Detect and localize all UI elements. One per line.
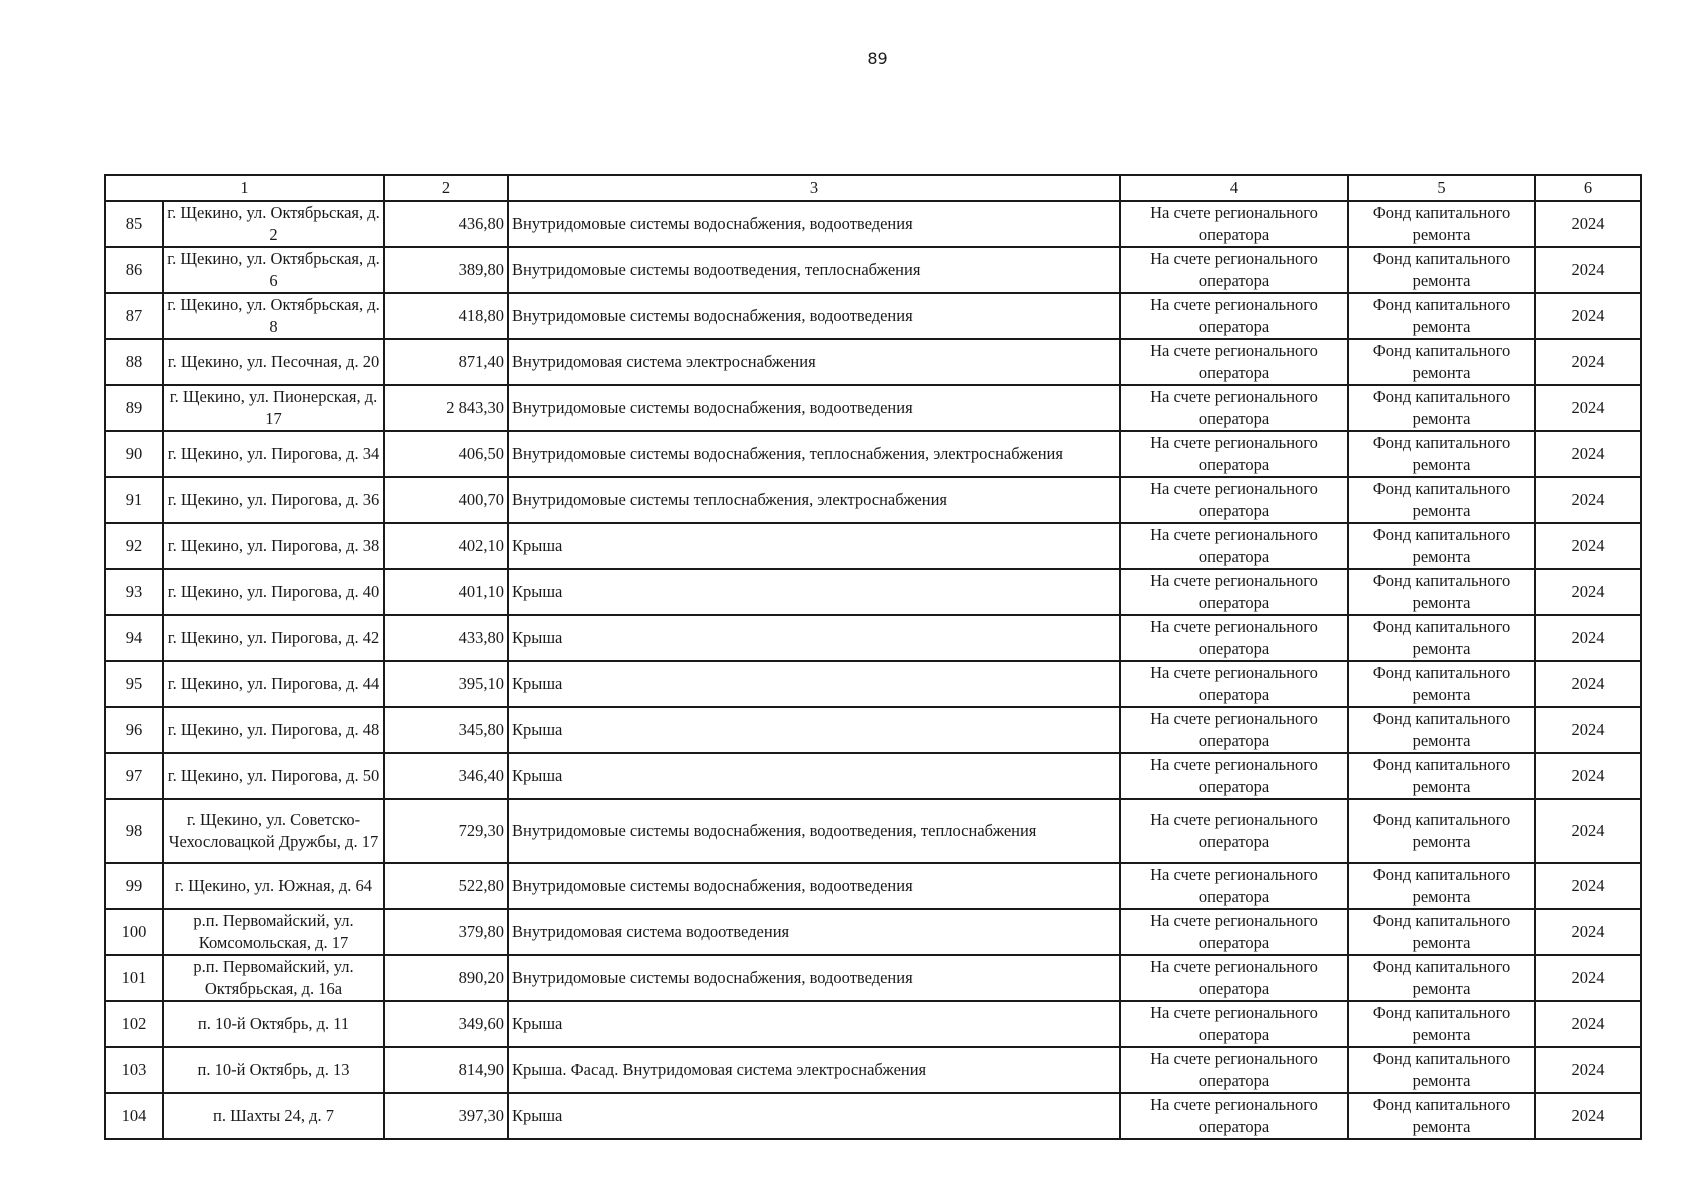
year-cell: 2024 [1535, 1001, 1641, 1047]
header-cell-6: 6 [1535, 175, 1641, 201]
year-cell: 2024 [1535, 1047, 1641, 1093]
table-row [105, 909, 1641, 955]
address-cell: г. Щекино, ул. Южная, д. 64 [163, 863, 384, 909]
area-cell: 389,80 [384, 247, 508, 293]
funding-source-cell: Фонд капитального ремонта [1348, 477, 1535, 523]
works-cell: Крыша [508, 707, 1120, 753]
area-cell: 814,90 [384, 1047, 508, 1093]
year-cell: 2024 [1535, 1093, 1641, 1139]
row-number-cell: 100 [105, 909, 163, 955]
year-cell: 2024 [1535, 293, 1641, 339]
column-number-header-row [105, 175, 1641, 201]
row-number-cell: 91 [105, 477, 163, 523]
area-cell: 871,40 [384, 339, 508, 385]
table-row [105, 753, 1641, 799]
area-cell: 346,40 [384, 753, 508, 799]
area-cell: 2 843,30 [384, 385, 508, 431]
table-row [105, 1047, 1641, 1093]
works-cell: Крыша [508, 1093, 1120, 1139]
row-number-cell: 103 [105, 1047, 163, 1093]
area-cell: 418,80 [384, 293, 508, 339]
fund-account-cell: На счете регионального оператора [1120, 247, 1348, 293]
address-cell: п. 10-й Октябрь, д. 13 [163, 1047, 384, 1093]
works-cell: Внутридомовые системы водоснабжения, водоотведения [508, 201, 1120, 247]
year-cell: 2024 [1535, 799, 1641, 863]
address-cell: р.п. Первомайский, ул. Комсомольская, д. 17 [163, 909, 384, 955]
table-row [105, 201, 1641, 247]
area-cell: 433,80 [384, 615, 508, 661]
capital-repair-table [104, 174, 1642, 1140]
address-cell: г. Щекино, ул. Пирогова, д. 42 [163, 615, 384, 661]
works-cell: Внутридомовые системы водоснабжения, водоотведения [508, 955, 1120, 1001]
works-cell: Крыша [508, 615, 1120, 661]
address-cell: г. Щекино, ул. Пирогова, д. 50 [163, 753, 384, 799]
funding-source-cell: Фонд капитального ремонта [1348, 707, 1535, 753]
row-number-cell: 96 [105, 707, 163, 753]
area-cell: 401,10 [384, 569, 508, 615]
row-number-cell: 99 [105, 863, 163, 909]
table-row [105, 431, 1641, 477]
area-cell: 522,80 [384, 863, 508, 909]
fund-account-cell: На счете регионального оператора [1120, 293, 1348, 339]
table-row [105, 1093, 1641, 1139]
fund-account-cell: На счете регионального оператора [1120, 201, 1348, 247]
year-cell: 2024 [1535, 431, 1641, 477]
row-number-cell: 93 [105, 569, 163, 615]
funding-source-cell: Фонд капитального ремонта [1348, 909, 1535, 955]
area-cell: 345,80 [384, 707, 508, 753]
row-number-cell: 94 [105, 615, 163, 661]
table-row [105, 707, 1641, 753]
header-cell-2: 2 [384, 175, 508, 201]
year-cell: 2024 [1535, 339, 1641, 385]
table-row [105, 615, 1641, 661]
table-row [105, 1001, 1641, 1047]
address-cell: г. Щекино, ул. Пирогова, д. 38 [163, 523, 384, 569]
funding-source-cell: Фонд капитального ремонта [1348, 1001, 1535, 1047]
area-cell: 402,10 [384, 523, 508, 569]
fund-account-cell: На счете регионального оператора [1120, 523, 1348, 569]
year-cell: 2024 [1535, 909, 1641, 955]
row-number-cell: 86 [105, 247, 163, 293]
funding-source-cell: Фонд капитального ремонта [1348, 431, 1535, 477]
year-cell: 2024 [1535, 707, 1641, 753]
funding-source-cell: Фонд капитального ремонта [1348, 201, 1535, 247]
row-number-cell: 101 [105, 955, 163, 1001]
year-cell: 2024 [1535, 385, 1641, 431]
year-cell: 2024 [1535, 523, 1641, 569]
works-cell: Внутридомовые системы водоснабжения, водоотведения [508, 385, 1120, 431]
year-cell: 2024 [1535, 569, 1641, 615]
address-cell: г. Щекино, ул. Пирогова, д. 36 [163, 477, 384, 523]
works-cell: Внутридомовые системы водоснабжения, водоотведения [508, 863, 1120, 909]
area-cell: 890,20 [384, 955, 508, 1001]
funding-source-cell: Фонд капитального ремонта [1348, 1093, 1535, 1139]
address-cell: г. Щекино, ул. Советско-Чехословацкой Дружбы, д. 17 [163, 799, 384, 863]
works-cell: Внутридомовые системы водоотведения, теплоснабжения [508, 247, 1120, 293]
funding-source-cell: Фонд капитального ремонта [1348, 753, 1535, 799]
address-cell: г. Щекино, ул. Пирогова, д. 44 [163, 661, 384, 707]
header-cell-4: 4 [1120, 175, 1348, 201]
fund-account-cell: На счете регионального оператора [1120, 955, 1348, 1001]
fund-account-cell: На счете регионального оператора [1120, 477, 1348, 523]
table-row [105, 523, 1641, 569]
area-cell: 729,30 [384, 799, 508, 863]
funding-source-cell: Фонд капитального ремонта [1348, 523, 1535, 569]
table-row [105, 477, 1641, 523]
funding-source-cell: Фонд капитального ремонта [1348, 293, 1535, 339]
works-cell: Внутридомовые системы водоснабжения, водоотведения, теплоснабжения [508, 799, 1120, 863]
funding-source-cell: Фонд капитального ремонта [1348, 569, 1535, 615]
works-cell: Крыша [508, 661, 1120, 707]
fund-account-cell: На счете регионального оператора [1120, 909, 1348, 955]
table-row [105, 339, 1641, 385]
area-cell: 406,50 [384, 431, 508, 477]
header-cell-1: 1 [105, 175, 384, 201]
address-cell: г. Щекино, ул. Пирогова, д. 34 [163, 431, 384, 477]
table-row [105, 955, 1641, 1001]
row-number-cell: 92 [105, 523, 163, 569]
row-number-cell: 98 [105, 799, 163, 863]
works-cell: Крыша [508, 753, 1120, 799]
fund-account-cell: На счете регионального оператора [1120, 1001, 1348, 1047]
address-cell: г. Щекино, ул. Пионерская, д. 17 [163, 385, 384, 431]
works-cell: Внутридомовые системы водоснабжения, водоотведения [508, 293, 1120, 339]
address-cell: г. Щекино, ул. Октябрьская, д. 2 [163, 201, 384, 247]
year-cell: 2024 [1535, 477, 1641, 523]
address-cell: г. Щекино, ул. Октябрьская, д. 8 [163, 293, 384, 339]
area-cell: 395,10 [384, 661, 508, 707]
page-number: 89 [867, 49, 888, 68]
table-row [105, 661, 1641, 707]
works-cell: Крыша [508, 569, 1120, 615]
funding-source-cell: Фонд капитального ремонта [1348, 247, 1535, 293]
year-cell: 2024 [1535, 753, 1641, 799]
fund-account-cell: На счете регионального оператора [1120, 1047, 1348, 1093]
fund-account-cell: На счете регионального оператора [1120, 615, 1348, 661]
year-cell: 2024 [1535, 201, 1641, 247]
year-cell: 2024 [1535, 615, 1641, 661]
table-row [105, 385, 1641, 431]
funding-source-cell: Фонд капитального ремонта [1348, 339, 1535, 385]
table-row [105, 863, 1641, 909]
row-number-cell: 104 [105, 1093, 163, 1139]
row-number-cell: 88 [105, 339, 163, 385]
address-cell: г. Щекино, ул. Песочная, д. 20 [163, 339, 384, 385]
year-cell: 2024 [1535, 247, 1641, 293]
fund-account-cell: На счете регионального оператора [1120, 385, 1348, 431]
fund-account-cell: На счете регионального оператора [1120, 569, 1348, 615]
table-row [105, 569, 1641, 615]
fund-account-cell: На счете регионального оператора [1120, 863, 1348, 909]
works-cell: Крыша. Фасад. Внутридомовая система электроснабжения [508, 1047, 1120, 1093]
area-cell: 436,80 [384, 201, 508, 247]
works-cell: Крыша [508, 1001, 1120, 1047]
row-number-cell: 90 [105, 431, 163, 477]
address-cell: г. Щекино, ул. Пирогова, д. 48 [163, 707, 384, 753]
fund-account-cell: На счете регионального оператора [1120, 753, 1348, 799]
funding-source-cell: Фонд капитального ремонта [1348, 1047, 1535, 1093]
works-cell: Внутридомовые системы теплоснабжения, электроснабжения [508, 477, 1120, 523]
works-cell: Внутридомовая система электроснабжения [508, 339, 1120, 385]
table-row [105, 247, 1641, 293]
area-cell: 397,30 [384, 1093, 508, 1139]
row-number-cell: 95 [105, 661, 163, 707]
row-number-cell: 85 [105, 201, 163, 247]
fund-account-cell: На счете регионального оператора [1120, 339, 1348, 385]
table-row [105, 293, 1641, 339]
address-cell: г. Щекино, ул. Октябрьская, д. 6 [163, 247, 384, 293]
works-cell: Внутридомовые системы водоснабжения, теплоснабжения, электроснабжения [508, 431, 1120, 477]
works-cell: Крыша [508, 523, 1120, 569]
row-number-cell: 89 [105, 385, 163, 431]
area-cell: 400,70 [384, 477, 508, 523]
row-number-cell: 87 [105, 293, 163, 339]
row-number-cell: 97 [105, 753, 163, 799]
funding-source-cell: Фонд капитального ремонта [1348, 661, 1535, 707]
table-row [105, 799, 1641, 863]
row-number-cell: 102 [105, 1001, 163, 1047]
year-cell: 2024 [1535, 955, 1641, 1001]
funding-source-cell: Фонд капитального ремонта [1348, 615, 1535, 661]
fund-account-cell: На счете регионального оператора [1120, 661, 1348, 707]
funding-source-cell: Фонд капитального ремонта [1348, 863, 1535, 909]
year-cell: 2024 [1535, 661, 1641, 707]
year-cell: 2024 [1535, 863, 1641, 909]
header-cell-3: 3 [508, 175, 1120, 201]
address-cell: г. Щекино, ул. Пирогова, д. 40 [163, 569, 384, 615]
works-cell: Внутридомовая система водоотведения [508, 909, 1120, 955]
area-cell: 349,60 [384, 1001, 508, 1047]
fund-account-cell: На счете регионального оператора [1120, 1093, 1348, 1139]
funding-source-cell: Фонд капитального ремонта [1348, 955, 1535, 1001]
header-cell-5: 5 [1348, 175, 1535, 201]
funding-source-cell: Фонд капитального ремонта [1348, 799, 1535, 863]
address-cell: п. 10-й Октябрь, д. 11 [163, 1001, 384, 1047]
address-cell: п. Шахты 24, д. 7 [163, 1093, 384, 1139]
funding-source-cell: Фонд капитального ремонта [1348, 385, 1535, 431]
address-cell: р.п. Первомайский, ул. Октябрьская, д. 16а [163, 955, 384, 1001]
fund-account-cell: На счете регионального оператора [1120, 799, 1348, 863]
fund-account-cell: На счете регионального оператора [1120, 431, 1348, 477]
fund-account-cell: На счете регионального оператора [1120, 707, 1348, 753]
area-cell: 379,80 [384, 909, 508, 955]
